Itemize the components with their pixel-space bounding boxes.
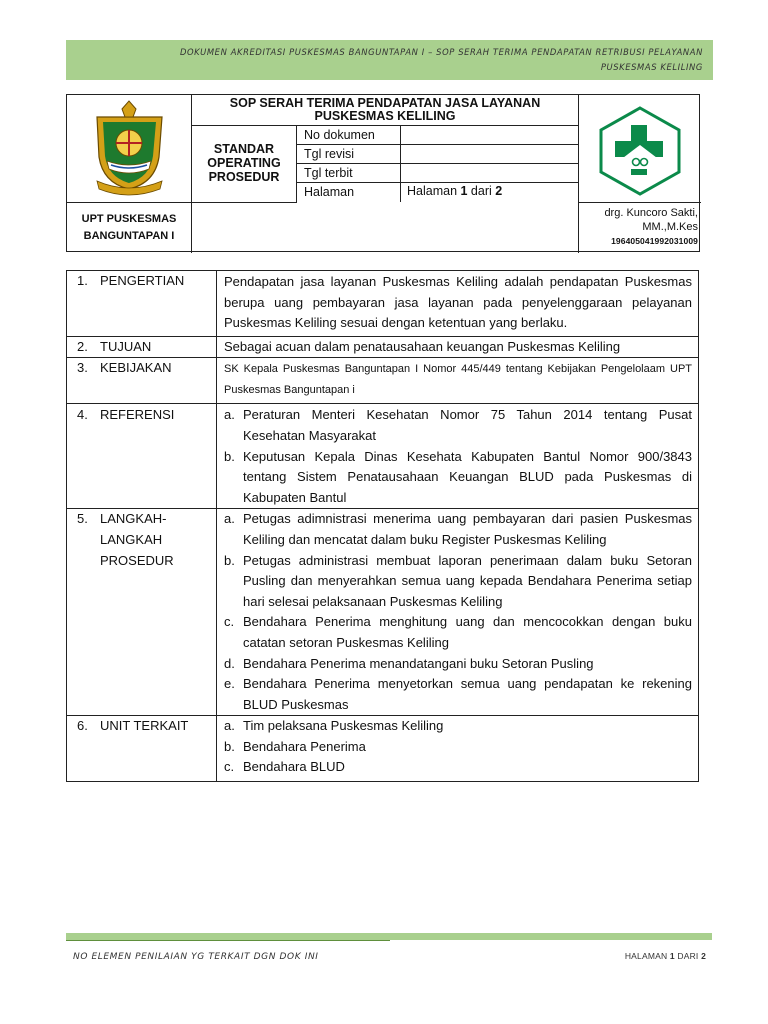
list-item: c. Bendahara BLUD xyxy=(224,759,345,775)
list-item: e. Bendahara Penerima menyetorkan semua uang pendapatan ke rekening BLUD Puskesmas xyxy=(224,676,692,712)
unit-name: UPT PUSKESMAS BANGUNTAPAN I xyxy=(67,203,192,253)
table-row xyxy=(67,716,699,782)
table-row xyxy=(67,336,699,358)
bantul-regency-emblem xyxy=(67,95,192,203)
issue-date-row xyxy=(297,164,578,183)
table-row xyxy=(67,404,699,509)
section-number: 5. xyxy=(77,511,88,527)
doc-number-row xyxy=(297,126,578,145)
section-text: Pendapatan jasa layanan Puskesmas Keliling adalah pendapatan Puskesmas berupa uang pembayaran jasa layanan pada penyelenggaraan pelayanan Puskesmas Keliling sesuai dengan ketentuan yang berlaku. xyxy=(217,271,699,337)
regency-emblem-icon xyxy=(67,95,192,203)
section-number: 2. xyxy=(77,338,88,354)
section-number: 3. xyxy=(77,360,88,376)
table-row xyxy=(67,509,699,716)
document-banner xyxy=(66,40,713,80)
sop-header-table xyxy=(66,94,700,252)
issue-date-label: Tgl terbit xyxy=(297,164,401,182)
page-value: Halaman 1 dari 2 xyxy=(407,184,503,198)
section-number: 6. xyxy=(77,718,88,734)
signatory-name: drg. Kuncoro Sakti, MM.,M.Kes xyxy=(604,207,698,233)
section-title: REFERENSI xyxy=(100,407,175,423)
signatory-block xyxy=(578,203,701,253)
footer-divider xyxy=(66,940,390,941)
header-empty-cell xyxy=(192,203,578,253)
table-row xyxy=(67,358,699,404)
table-row xyxy=(67,271,699,337)
puskesmas-cross-icon xyxy=(579,95,702,203)
signatory-nip: 196405041992031009 xyxy=(611,236,698,246)
section-title: UNIT TERKAIT xyxy=(100,718,189,734)
section-title: TUJUAN xyxy=(100,338,152,354)
puskesmas-logo xyxy=(578,95,701,203)
section-text: SK Kepala Puskesmas Banguntapan I Nomor 445/449 tentang Kebijakan Pengelolaam UPT Puskesmas Banguntapan i xyxy=(217,358,699,404)
sop-content-table xyxy=(66,270,699,782)
revision-date-row xyxy=(297,145,578,164)
section-title: PENGERTIAN xyxy=(100,273,185,288)
list-item: d. Bendahara Penerima menandatangani buku Setoran Pusling xyxy=(224,655,594,671)
list-item: c. Bendahara Penerima menghitung uang dan mencocokkan dengan buku catatan setoran Puskesmas Keliling xyxy=(224,614,692,650)
standard-operating-label: STANDAR OPERATING PROSEDUR xyxy=(192,126,297,203)
list-item: b. Petugas administrasi membuat laporan penerimaan dalam buku Setoran Pusling dan menyerahkan semua uang kepada Bendahara Penerima setiap hari selesai pelaksanaan Puskesmas Keliling xyxy=(224,552,692,609)
banner-line-1: DOKUMEN AKREDITASI PUSKESMAS BANGUNTAPAN I – SOP SERAH TERIMA PENDAPATAN RETRIBUSI PELAYANAN xyxy=(179,47,703,57)
sop-title: SOP SERAH TERIMA PENDAPATAN JASA LAYANAN PUSKESMAS KELILING xyxy=(192,95,578,126)
banner-line-2: PUSKESMAS KELILING xyxy=(600,62,703,72)
list-item: a. Peraturan Menteri Kesehatan Nomor 75 Tahun 2014 tentang Pusat Kesehatan Masyarakat xyxy=(224,407,692,443)
section-title: KEBIJAKAN xyxy=(100,360,172,376)
list-item: b. Bendahara Penerima xyxy=(224,738,366,754)
list-item: a. Petugas adimnistrasi menerima uang pembayaran dari pasien Puskesmas Keliling dan mencatat dalam buku Register Puskesmas Keliling xyxy=(224,511,692,547)
page-label: Halaman xyxy=(297,183,401,202)
list-item: a. Tim pelaksana Puskesmas Keliling xyxy=(224,718,444,734)
section-text: Sebagai acuan dalam penatausahaan keuangan Puskesmas Keliling xyxy=(217,336,699,358)
footer-page-number: HALAMAN 1 DARI 2 xyxy=(624,951,706,961)
revision-date-label: Tgl revisi xyxy=(297,145,401,163)
list-item: b. Keputusan Kepala Dinas Kesehata Kabupaten Bantul Nomor 900/3843 tentang Sistem Penatausahaan Keuangan BLUD pada Puskesmas di Kabupaten Bantul xyxy=(224,448,692,505)
footer-bar xyxy=(66,933,712,940)
footer-note: NO ELEMEN PENILAIAN YG TERKAIT DGN DOK INI xyxy=(73,952,319,962)
section-number: 4. xyxy=(77,407,88,423)
page-row xyxy=(297,183,578,202)
section-title: LANGKAH- LANGKAH PROSEDUR xyxy=(100,511,174,568)
section-number: 1. xyxy=(77,273,88,288)
doc-number-label: No dokumen xyxy=(297,126,401,144)
